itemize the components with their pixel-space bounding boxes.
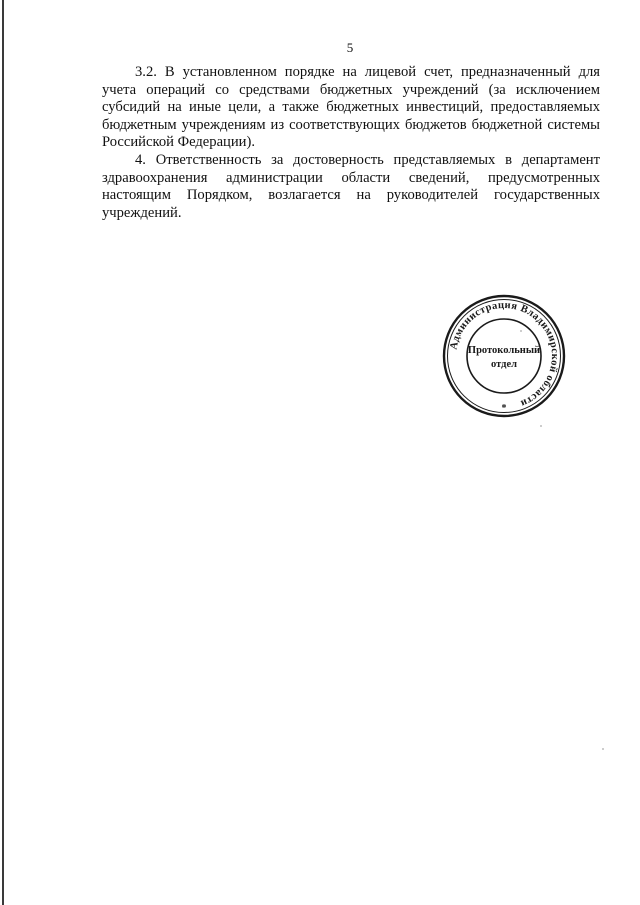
scan-speck [602,748,604,750]
seal-star: * [501,403,507,414]
seal-center-line-1: Протокольный [467,345,541,356]
seal-outer-text: Администрация Владимирской области [448,299,561,409]
page-number: 5 [346,40,354,55]
paragraph-4: 4. Ответственность за достоверность представляемых в департамент здравоохранения администрации области сведений, предусмотренных настоящим Порядком, возлагается на руководителей государственных учреждений. [102,151,600,221]
seal-center-line-2: отдел [491,359,517,370]
scan-left-edge [2,0,4,905]
document-body [102,64,600,222]
seal-center-ring [467,319,541,393]
seal-outer-ring [444,296,564,416]
official-seal [440,292,568,420]
paragraph-3-2: 3.2. В установленном порядке на лицевой счет, предназначенный для учета операций со средствами бюджетных учреждений (за исключением субсидий на иные цели, а также бюджетных инвестиций, предоставляемых бюджетным учреждениям из соответствующих бюджетов бюджетной системы Российской Федерации). [102,64,600,151]
scan-speck [520,330,522,332]
scan-speck [540,425,542,427]
